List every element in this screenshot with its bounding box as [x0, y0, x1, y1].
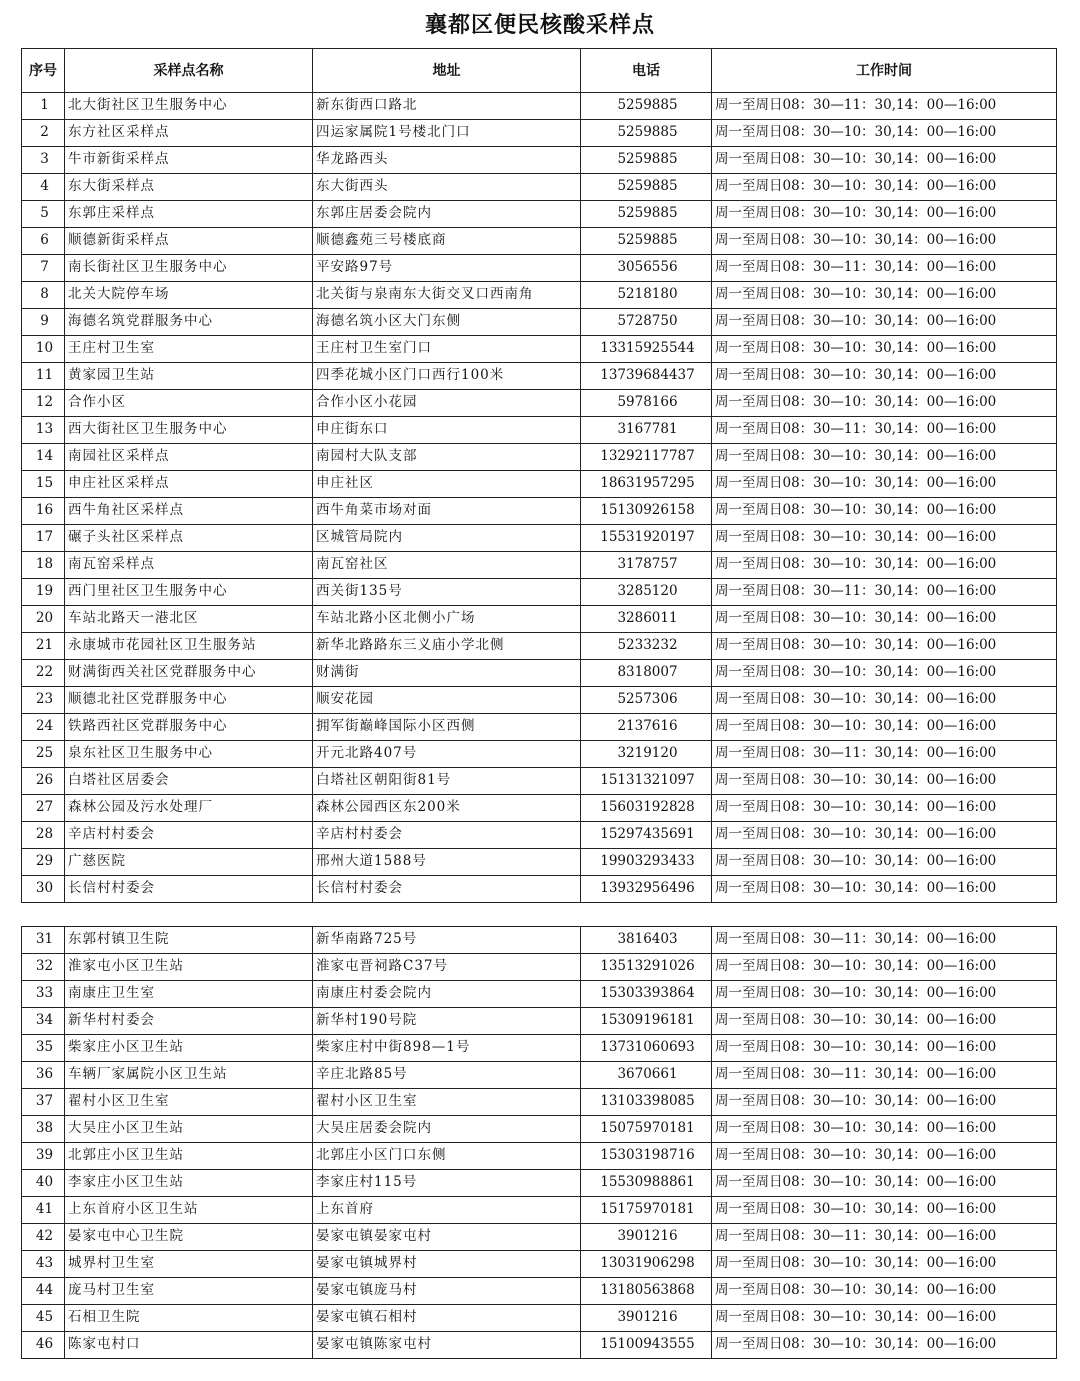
site-name: 东郭庄采样点 — [65, 201, 313, 228]
site-phone: 13103398085 — [581, 1089, 712, 1116]
site-phone: 5259885 — [581, 201, 712, 228]
site-work-time: 周一至周日08：30—11：30,14：00—16:00 — [712, 417, 1057, 444]
site-work-time: 周一至周日08：30—10：30,14：00—16:00 — [712, 1197, 1057, 1224]
site-work-time: 周一至周日08：30—10：30,14：00—16:00 — [712, 1089, 1057, 1116]
site-phone: 13292117787 — [581, 444, 712, 471]
table-row — [22, 147, 1057, 174]
site-phone: 15175970181 — [581, 1197, 712, 1224]
row-seq: 5 — [22, 201, 65, 228]
row-seq: 27 — [22, 795, 65, 822]
row-seq: 37 — [22, 1089, 65, 1116]
site-address: 四季花城小区门口西行100米 — [313, 363, 581, 390]
site-work-time: 周一至周日08：30—10：30,14：00—16:00 — [712, 1251, 1057, 1278]
table-row — [22, 714, 1057, 741]
site-name: 牛市新街采样点 — [65, 147, 313, 174]
row-seq: 16 — [22, 498, 65, 525]
site-work-time: 周一至周日08：30—10：30,14：00—16:00 — [712, 849, 1057, 876]
site-name: 辛店村村委会 — [65, 822, 313, 849]
site-phone: 3285120 — [581, 579, 712, 606]
row-seq: 8 — [22, 282, 65, 309]
row-seq: 43 — [22, 1251, 65, 1278]
table-row — [22, 822, 1057, 849]
site-name: 大吴庄小区卫生站 — [65, 1116, 313, 1143]
site-work-time: 周一至周日08：30—10：30,14：00—16:00 — [712, 147, 1057, 174]
table-row — [22, 981, 1057, 1008]
site-work-time: 周一至周日08：30—11：30,14：00—16:00 — [712, 741, 1057, 768]
site-address: 南康庄村委会院内 — [313, 981, 581, 1008]
site-work-time: 周一至周日08：30—10：30,14：00—16:00 — [712, 876, 1057, 903]
site-address: 长信村村委会 — [313, 876, 581, 903]
table-row — [22, 93, 1057, 120]
row-seq: 22 — [22, 660, 65, 687]
site-address: 上东首府 — [313, 1197, 581, 1224]
row-seq: 11 — [22, 363, 65, 390]
site-phone: 3670661 — [581, 1062, 712, 1089]
row-seq: 2 — [22, 120, 65, 147]
document-title: 襄都区便民核酸采样点 — [424, 13, 655, 38]
site-address: 大吴庄居委会院内 — [313, 1116, 581, 1143]
row-seq: 24 — [22, 714, 65, 741]
site-address: 柴家庄村中街898—1号 — [313, 1035, 581, 1062]
row-seq: 17 — [22, 525, 65, 552]
site-work-time: 周一至周日08：30—10：30,14：00—16:00 — [712, 1332, 1057, 1359]
table-row — [22, 552, 1057, 579]
site-name: 石相卫生院 — [65, 1305, 313, 1332]
table-row — [22, 471, 1057, 498]
site-name: 车辆厂家属院小区卫生站 — [65, 1062, 313, 1089]
site-name: 北郭庄小区卫生站 — [65, 1143, 313, 1170]
table-row — [22, 525, 1057, 552]
site-work-time: 周一至周日08：30—11：30,14：00—16:00 — [712, 255, 1057, 282]
row-seq: 15 — [22, 471, 65, 498]
site-name: 永康城市花园社区卫生服务站 — [65, 633, 313, 660]
table-row — [22, 498, 1057, 525]
row-seq: 9 — [22, 309, 65, 336]
row-seq: 30 — [22, 876, 65, 903]
site-name: 李家庄小区卫生站 — [65, 1170, 313, 1197]
site-name: 北大街社区卫生服务中心 — [65, 93, 313, 120]
site-address: 晏家屯镇石相村 — [313, 1305, 581, 1332]
header-name: 采样点名称 — [65, 49, 313, 93]
site-phone: 3056556 — [581, 255, 712, 282]
row-seq: 21 — [22, 633, 65, 660]
site-work-time: 周一至周日08：30—10：30,14：00—16:00 — [712, 795, 1057, 822]
site-work-time: 周一至周日08：30—11：30,14：00—16:00 — [712, 1062, 1057, 1089]
site-work-time: 周一至周日08：30—10：30,14：00—16:00 — [712, 768, 1057, 795]
row-seq: 41 — [22, 1197, 65, 1224]
site-name: 长信村村委会 — [65, 876, 313, 903]
table-row — [22, 1008, 1057, 1035]
site-address: 辛庄北路85号 — [313, 1062, 581, 1089]
site-phone: 15100943555 — [581, 1332, 712, 1359]
table-row — [22, 633, 1057, 660]
site-name: 广慈医院 — [65, 849, 313, 876]
site-address: 车站北路小区北侧小广场 — [313, 606, 581, 633]
site-work-time: 周一至周日08：30—10：30,14：00—16:00 — [712, 444, 1057, 471]
site-work-time: 周一至周日08：30—10：30,14：00—16:00 — [712, 954, 1057, 981]
site-phone: 5259885 — [581, 147, 712, 174]
table-row — [22, 282, 1057, 309]
table-row — [22, 363, 1057, 390]
site-work-time: 周一至周日08：30—10：30,14：00—16:00 — [712, 174, 1057, 201]
site-work-time: 周一至周日08：30—11：30,14：00—16:00 — [712, 1224, 1057, 1251]
site-address: 翟村小区卫生室 — [313, 1089, 581, 1116]
site-name: 东大街采样点 — [65, 174, 313, 201]
site-address: 晏家屯镇庞马村 — [313, 1278, 581, 1305]
site-work-time: 周一至周日08：30—10：30,14：00—16:00 — [712, 552, 1057, 579]
site-work-time: 周一至周日08：30—10：30,14：00—16:00 — [712, 1035, 1057, 1062]
site-work-time: 周一至周日08：30—11：30,14：00—16:00 — [712, 579, 1057, 606]
site-address: 东大街西头 — [313, 174, 581, 201]
site-work-time: 周一至周日08：30—10：30,14：00—16:00 — [712, 1008, 1057, 1035]
site-name: 合作小区 — [65, 390, 313, 417]
site-phone: 3901216 — [581, 1224, 712, 1251]
site-address: 新华南路725号 — [313, 927, 581, 954]
row-seq: 28 — [22, 822, 65, 849]
site-name: 南康庄卫生室 — [65, 981, 313, 1008]
site-address: 西关街135号 — [313, 579, 581, 606]
site-name: 上东首府小区卫生站 — [65, 1197, 313, 1224]
site-phone: 15131321097 — [581, 768, 712, 795]
site-phone: 13932956496 — [581, 876, 712, 903]
header-work-time: 工作时间 — [712, 49, 1057, 93]
site-address: 合作小区小花园 — [313, 390, 581, 417]
row-seq: 32 — [22, 954, 65, 981]
site-phone: 15309196181 — [581, 1008, 712, 1035]
site-address: 申庄街东口 — [313, 417, 581, 444]
site-address: 区城管局院内 — [313, 525, 581, 552]
site-address: 东郭庄居委会院内 — [313, 201, 581, 228]
header-seq: 序号 — [22, 49, 65, 93]
site-phone: 13031906298 — [581, 1251, 712, 1278]
site-address: 晏家屯镇晏家屯村 — [313, 1224, 581, 1251]
site-phone: 3286011 — [581, 606, 712, 633]
site-work-time: 周一至周日08：30—10：30,14：00—16:00 — [712, 120, 1057, 147]
site-work-time: 周一至周日08：30—10：30,14：00—16:00 — [712, 606, 1057, 633]
table-row — [22, 201, 1057, 228]
row-seq: 38 — [22, 1116, 65, 1143]
site-name: 西牛角社区采样点 — [65, 498, 313, 525]
site-work-time: 周一至周日08：30—10：30,14：00—16:00 — [712, 1116, 1057, 1143]
site-name: 铁路西社区党群服务中心 — [65, 714, 313, 741]
site-address: 李家庄村115号 — [313, 1170, 581, 1197]
table-row — [22, 1143, 1057, 1170]
site-name: 翟村小区卫生室 — [65, 1089, 313, 1116]
table-row — [22, 1089, 1057, 1116]
row-seq: 10 — [22, 336, 65, 363]
site-phone: 13731060693 — [581, 1035, 712, 1062]
site-address: 南园村大队支部 — [313, 444, 581, 471]
table-row — [22, 849, 1057, 876]
site-address: 平安路97号 — [313, 255, 581, 282]
site-address: 新东街西口路北 — [313, 93, 581, 120]
site-work-time: 周一至周日08：30—10：30,14：00—16:00 — [712, 471, 1057, 498]
row-seq: 13 — [22, 417, 65, 444]
row-seq: 12 — [22, 390, 65, 417]
site-phone: 5257306 — [581, 687, 712, 714]
site-address: 森林公园西区东200米 — [313, 795, 581, 822]
site-name: 财满街西关社区党群服务中心 — [65, 660, 313, 687]
row-seq: 35 — [22, 1035, 65, 1062]
table-row — [22, 927, 1057, 954]
row-seq: 29 — [22, 849, 65, 876]
site-name: 泉东社区卫生服务中心 — [65, 741, 313, 768]
site-phone: 19903293433 — [581, 849, 712, 876]
row-seq: 20 — [22, 606, 65, 633]
site-address: 新华村190号院 — [313, 1008, 581, 1035]
row-seq: 31 — [22, 927, 65, 954]
table-row — [22, 1251, 1057, 1278]
site-name: 西门里社区卫生服务中心 — [65, 579, 313, 606]
row-seq: 19 — [22, 579, 65, 606]
site-name: 南长街社区卫生服务中心 — [65, 255, 313, 282]
site-work-time: 周一至周日08：30—10：30,14：00—16:00 — [712, 363, 1057, 390]
row-seq: 25 — [22, 741, 65, 768]
site-name: 黄家园卫生站 — [65, 363, 313, 390]
site-phone: 13315925544 — [581, 336, 712, 363]
table-row — [22, 660, 1057, 687]
site-address: 邢州大道1588号 — [313, 849, 581, 876]
site-phone: 3167781 — [581, 417, 712, 444]
row-seq: 45 — [22, 1305, 65, 1332]
site-address: 申庄社区 — [313, 471, 581, 498]
site-work-time: 周一至周日08：30—11：30,14：00—16:00 — [712, 93, 1057, 120]
table-header-row — [22, 49, 1057, 93]
site-address: 白塔社区朝阳街81号 — [313, 768, 581, 795]
site-work-time: 周一至周日08：30—10：30,14：00—16:00 — [712, 687, 1057, 714]
site-phone: 3219120 — [581, 741, 712, 768]
site-name: 南瓦窑采样点 — [65, 552, 313, 579]
site-work-time: 周一至周日08：30—10：30,14：00—16:00 — [712, 228, 1057, 255]
site-name: 王庄村卫生室 — [65, 336, 313, 363]
site-address: 北关街与泉南东大街交叉口西南角 — [313, 282, 581, 309]
header-address: 地址 — [313, 49, 581, 93]
site-work-time: 周一至周日08：30—10：30,14：00—16:00 — [712, 660, 1057, 687]
site-address: 新华北路路东三义庙小学北侧 — [313, 633, 581, 660]
site-phone: 15075970181 — [581, 1116, 712, 1143]
site-address: 拥军街巅峰国际小区西侧 — [313, 714, 581, 741]
site-phone: 3178757 — [581, 552, 712, 579]
site-name: 北关大院停车场 — [65, 282, 313, 309]
site-work-time: 周一至周日08：30—10：30,14：00—16:00 — [712, 282, 1057, 309]
site-work-time: 周一至周日08：30—10：30,14：00—16:00 — [712, 822, 1057, 849]
site-address: 王庄村卫生室门口 — [313, 336, 581, 363]
table-row — [22, 1170, 1057, 1197]
table-row — [22, 954, 1057, 981]
site-work-time: 周一至周日08：30—10：30,14：00—16:00 — [712, 633, 1057, 660]
site-address: 开元北路407号 — [313, 741, 581, 768]
site-work-time: 周一至周日08：30—10：30,14：00—16:00 — [712, 981, 1057, 1008]
site-phone: 5978166 — [581, 390, 712, 417]
site-phone: 5259885 — [581, 174, 712, 201]
table-row — [22, 768, 1057, 795]
site-address: 晏家屯镇陈家屯村 — [313, 1332, 581, 1359]
site-work-time: 周一至周日08：30—10：30,14：00—16:00 — [712, 309, 1057, 336]
site-name: 碾子头社区采样点 — [65, 525, 313, 552]
table-row — [22, 1197, 1057, 1224]
sampling-sites-table-part-2 — [21, 926, 1057, 1359]
site-phone: 2137616 — [581, 714, 712, 741]
table-row — [22, 579, 1057, 606]
site-name: 柴家庄小区卫生站 — [65, 1035, 313, 1062]
site-name: 陈家屯村口 — [65, 1332, 313, 1359]
site-phone: 5233232 — [581, 633, 712, 660]
row-seq: 14 — [22, 444, 65, 471]
row-seq: 33 — [22, 981, 65, 1008]
row-seq: 6 — [22, 228, 65, 255]
site-phone: 15530988861 — [581, 1170, 712, 1197]
site-phone: 5728750 — [581, 309, 712, 336]
row-seq: 46 — [22, 1332, 65, 1359]
row-seq: 1 — [22, 93, 65, 120]
site-work-time: 周一至周日08：30—10：30,14：00—16:00 — [712, 1170, 1057, 1197]
row-seq: 36 — [22, 1062, 65, 1089]
site-address: 南瓦窑社区 — [313, 552, 581, 579]
sampling-sites-table-part-1 — [21, 48, 1057, 903]
site-name: 淮家屯小区卫生站 — [65, 954, 313, 981]
site-name: 南园社区采样点 — [65, 444, 313, 471]
site-address: 顺安花园 — [313, 687, 581, 714]
site-address: 辛店村村委会 — [313, 822, 581, 849]
site-address: 西牛角菜市场对面 — [313, 498, 581, 525]
site-phone: 18631957295 — [581, 471, 712, 498]
site-phone: 15297435691 — [581, 822, 712, 849]
header-phone: 电话 — [581, 49, 712, 93]
row-seq: 23 — [22, 687, 65, 714]
site-phone: 13739684437 — [581, 363, 712, 390]
site-address: 淮家屯晋祠路C37号 — [313, 954, 581, 981]
site-phone: 15603192828 — [581, 795, 712, 822]
site-phone: 5218180 — [581, 282, 712, 309]
site-phone: 13180563868 — [581, 1278, 712, 1305]
site-phone: 15531920197 — [581, 525, 712, 552]
site-phone: 15303393864 — [581, 981, 712, 1008]
site-name: 城界村卫生室 — [65, 1251, 313, 1278]
table-row — [22, 228, 1057, 255]
site-name: 车站北路天一港北区 — [65, 606, 313, 633]
site-phone: 3901216 — [581, 1305, 712, 1332]
site-name: 海德名筑党群服务中心 — [65, 309, 313, 336]
site-work-time: 周一至周日08：30—10：30,14：00—16:00 — [712, 498, 1057, 525]
site-phone: 15130926158 — [581, 498, 712, 525]
row-seq: 18 — [22, 552, 65, 579]
site-name: 申庄社区采样点 — [65, 471, 313, 498]
site-name: 庞马村卫生室 — [65, 1278, 313, 1305]
row-seq: 7 — [22, 255, 65, 282]
table-row — [22, 606, 1057, 633]
site-work-time: 周一至周日08：30—10：30,14：00—16:00 — [712, 1143, 1057, 1170]
table-row — [22, 741, 1057, 768]
site-name: 西大街社区卫生服务中心 — [65, 417, 313, 444]
site-name: 顺德新街采样点 — [65, 228, 313, 255]
site-work-time: 周一至周日08：30—10：30,14：00—16:00 — [712, 390, 1057, 417]
site-address: 北郭庄小区门口东侧 — [313, 1143, 581, 1170]
row-seq: 4 — [22, 174, 65, 201]
site-work-time: 周一至周日08：30—11：30,14：00—16:00 — [712, 927, 1057, 954]
table-row — [22, 1332, 1057, 1359]
site-address: 财满街 — [313, 660, 581, 687]
table-row — [22, 174, 1057, 201]
row-seq: 26 — [22, 768, 65, 795]
site-phone: 13513291026 — [581, 954, 712, 981]
table-row — [22, 1035, 1057, 1062]
site-address: 四运家属院1号楼北门口 — [313, 120, 581, 147]
row-seq: 39 — [22, 1143, 65, 1170]
table-row — [22, 1305, 1057, 1332]
site-address: 晏家屯镇城界村 — [313, 1251, 581, 1278]
row-seq: 40 — [22, 1170, 65, 1197]
site-phone: 15303198716 — [581, 1143, 712, 1170]
site-name: 森林公园及污水处理厂 — [65, 795, 313, 822]
table-row — [22, 390, 1057, 417]
site-work-time: 周一至周日08：30—10：30,14：00—16:00 — [712, 1305, 1057, 1332]
table-row — [22, 120, 1057, 147]
site-name: 新华村村委会 — [65, 1008, 313, 1035]
site-address: 顺德鑫苑三号楼底商 — [313, 228, 581, 255]
site-phone: 5259885 — [581, 120, 712, 147]
site-address: 海德名筑小区大门东侧 — [313, 309, 581, 336]
row-seq: 42 — [22, 1224, 65, 1251]
table-row — [22, 1278, 1057, 1305]
site-name: 晏家屯中心卫生院 — [65, 1224, 313, 1251]
table-row — [22, 795, 1057, 822]
site-name: 顺德北社区党群服务中心 — [65, 687, 313, 714]
table-row — [22, 417, 1057, 444]
site-address: 华龙路西头 — [313, 147, 581, 174]
site-work-time: 周一至周日08：30—10：30,14：00—16:00 — [712, 525, 1057, 552]
site-phone: 8318007 — [581, 660, 712, 687]
table-row — [22, 255, 1057, 282]
site-work-time: 周一至周日08：30—10：30,14：00—16:00 — [712, 714, 1057, 741]
table-row — [22, 309, 1057, 336]
site-phone: 5259885 — [581, 228, 712, 255]
table-row — [22, 444, 1057, 471]
table-row — [22, 1224, 1057, 1251]
table-row — [22, 687, 1057, 714]
table-row — [22, 1062, 1057, 1089]
site-work-time: 周一至周日08：30—10：30,14：00—16:00 — [712, 336, 1057, 363]
row-seq: 44 — [22, 1278, 65, 1305]
site-name: 东方社区采样点 — [65, 120, 313, 147]
site-name: 东郭村镇卫生院 — [65, 927, 313, 954]
row-seq: 3 — [22, 147, 65, 174]
table-row — [22, 876, 1057, 903]
site-name: 白塔社区居委会 — [65, 768, 313, 795]
table-row — [22, 336, 1057, 363]
site-work-time: 周一至周日08：30—10：30,14：00—16:00 — [712, 201, 1057, 228]
table-row — [22, 1116, 1057, 1143]
site-work-time: 周一至周日08：30—10：30,14：00—16:00 — [712, 1278, 1057, 1305]
site-phone: 5259885 — [581, 93, 712, 120]
row-seq: 34 — [22, 1008, 65, 1035]
site-phone: 3816403 — [581, 927, 712, 954]
